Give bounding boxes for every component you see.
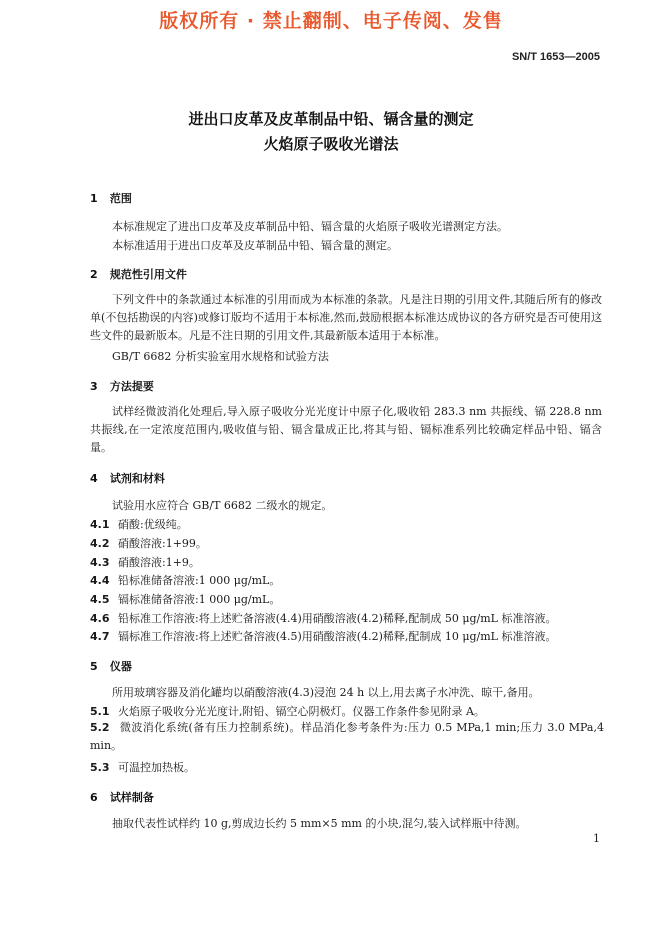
section-number: 4 — [90, 472, 98, 485]
section-number: 5 — [90, 660, 98, 673]
item-number: 4.3 — [90, 556, 110, 569]
reference-entry: GB/T 6682 分析实验室用水规格和试验方法 — [112, 350, 329, 363]
section-heading-reagents — [90, 470, 165, 486]
apparatus-intro: 所用玻璃容器及消化罐均以硝酸溶液(4.3)浸泡 24 h 以上,用去离子水冲洗、晾干,备用。 — [112, 686, 540, 699]
apparatus-item — [90, 703, 610, 719]
section-title: 范围 — [109, 192, 132, 205]
section-title: 试剂和材料 — [109, 472, 165, 485]
item-text: 镉标准工作溶液:将上述贮备溶液(4.5)用硝酸溶液(4.2)稀释,配制成 10 μg/mL 标准溶液。 — [118, 630, 557, 643]
standard-number: SN/T 1653—2005 — [511, 51, 600, 63]
principle-paragraph: 试样经微波消化处理后,导入原子吸收分光光度计中原子化,吸收铅 283.3 nm 共振线、镉 228.8 nm共振线,在一定浓度范围内,吸收值与铅、镉含量成正比,将其与铅、镉标准系列比较确定样品中铅、镉含量。 — [90, 405, 602, 454]
item-text: 火焰原子吸收分光光度计,附铅、镉空心阴极灯。仪器工作条件参见附录 A。 — [118, 705, 485, 718]
section-heading-sample-prep — [90, 789, 154, 805]
section-title: 试样制备 — [109, 791, 154, 804]
item-number: 4.1 — [90, 518, 110, 531]
item-number: 4.7 — [90, 630, 110, 643]
apparatus-item — [90, 719, 604, 755]
sample-prep-paragraph: 抽取代表性试样约 10 g,剪成边长约 5 mm×5 mm 的小块,混匀,装入试样瓶中待测。 — [112, 817, 527, 830]
section-heading-principle — [90, 378, 154, 394]
item-text: 微波消化系统(备有压力控制系统)。样品消化参考条件为:压力 0.5 MPa,1 min;压力 3.0 MPa,4 min。 — [90, 721, 604, 752]
item-number: 5.2 — [90, 721, 110, 734]
reagent-item — [90, 554, 610, 570]
section-heading-references — [90, 266, 187, 282]
item-text: 可温控加热板。 — [118, 761, 195, 774]
reagent-item — [90, 591, 610, 607]
section-heading-scope — [90, 190, 132, 206]
section-number: 6 — [90, 791, 98, 804]
item-text: 铅标准储备溶液:1 000 μg/mL。 — [118, 574, 281, 587]
apparatus-item — [90, 759, 610, 775]
item-text: 硝酸溶液:1+9。 — [118, 556, 200, 569]
item-number: 4.2 — [90, 537, 110, 550]
section-number: 3 — [90, 380, 98, 393]
section-number: 1 — [90, 192, 98, 205]
item-text: 镉标准储备溶液:1 000 μg/mL。 — [118, 593, 281, 606]
item-number: 5.3 — [90, 761, 110, 774]
item-text: 硝酸:优级纯。 — [118, 518, 188, 531]
reagent-item — [90, 535, 610, 551]
item-number: 4.4 — [90, 574, 110, 587]
reagent-item — [90, 628, 610, 644]
item-number: 5.1 — [90, 705, 110, 718]
references-paragraph: 下列文件中的条款通过本标准的引用而成为本标准的条款。凡是注日期的引用文件,其随后所有的修改单(不包括勘误的内容)或修订版均不适用于本标准,然而,鼓励根据本标准达成协议的各方研究是否可使用这些文件的最新版本。凡是不注日期的引用文件,其最新版本适用于本标准。 — [90, 293, 602, 342]
reagent-item — [90, 572, 610, 588]
scope-paragraph: 本标准规定了进出口皮革及皮革制品中铅、镉含量的火焰原子吸收光谱测定方法。 — [112, 220, 508, 233]
copyright-watermark: 版权所有 · 禁止翻制、电子传阅、发售 — [159, 10, 503, 32]
section-title: 规范性引用文件 — [109, 268, 187, 281]
scope-paragraph: 本标准适用于进出口皮革及皮革制品中铅、镉含量的测定。 — [112, 239, 398, 252]
section-number: 2 — [90, 268, 98, 281]
item-number: 4.6 — [90, 612, 110, 625]
reagent-item — [90, 610, 610, 626]
document-title: 进出口皮革及皮革制品中铅、镉含量的测定 — [188, 110, 474, 128]
section-title: 方法提要 — [109, 380, 154, 393]
item-text: 铅标准工作溶液:将上述贮备溶液(4.4)用硝酸溶液(4.2)稀释,配制成 50 μg/mL 标准溶液。 — [118, 612, 557, 625]
section-title: 仪器 — [109, 660, 132, 673]
item-number: 4.5 — [90, 593, 110, 606]
document-subtitle: 火焰原子吸收光谱法 — [263, 135, 399, 153]
section-heading-apparatus — [90, 658, 132, 674]
reagent-item — [90, 516, 610, 532]
page-number: 1 — [593, 832, 600, 845]
item-text: 硝酸溶液:1+99。 — [118, 537, 207, 550]
reagents-intro: 试验用水应符合 GB/T 6682 二级水的规定。 — [112, 499, 333, 512]
